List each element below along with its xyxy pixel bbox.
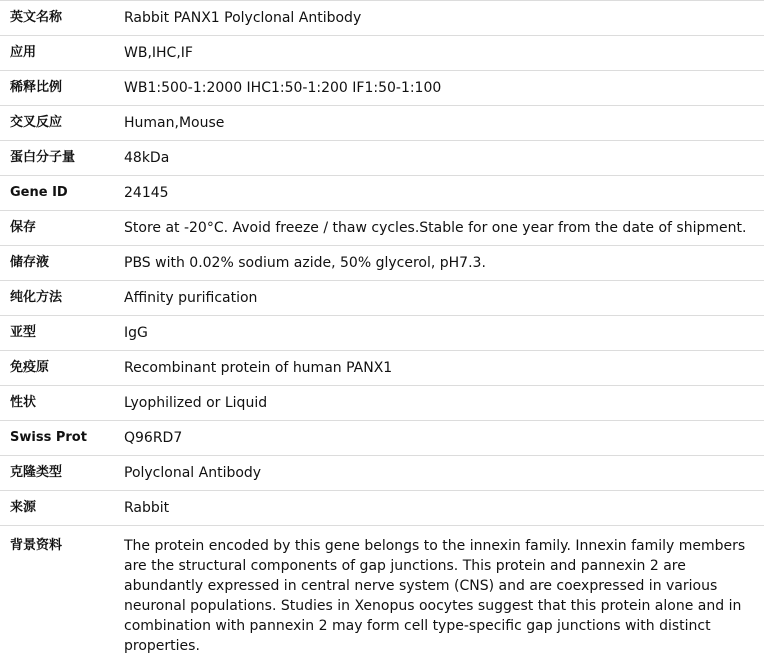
spec-row-cross-reactivity	[0, 106, 764, 141]
spec-value: Rabbit	[116, 491, 764, 526]
spec-value: Rabbit PANX1 Polyclonal Antibody	[116, 1, 764, 36]
spec-row-storage	[0, 211, 764, 246]
spec-label: 储存液	[0, 246, 116, 281]
spec-label: 英文名称	[0, 1, 116, 36]
spec-row-application	[0, 36, 764, 71]
spec-value: Store at -20°C. Avoid freeze / thaw cycles.Stable for one year from the date of shipment.	[116, 211, 764, 246]
spec-value: Recombinant protein of human PANX1	[116, 351, 764, 386]
spec-value: Human,Mouse	[116, 106, 764, 141]
spec-label: Swiss Prot	[0, 421, 116, 456]
spec-label: 交叉反应	[0, 106, 116, 141]
spec-label: 亚型	[0, 316, 116, 351]
spec-value: Affinity purification	[116, 281, 764, 316]
spec-value: WB1:500-1:2000 IHC1:50-1:200 IF1:50-1:100	[116, 71, 764, 106]
spec-value: Lyophilized or Liquid	[116, 386, 764, 421]
spec-label: 保存	[0, 211, 116, 246]
spec-label: 克隆类型	[0, 456, 116, 491]
spec-row-gene-id	[0, 176, 764, 211]
spec-row-english-name	[0, 1, 764, 36]
spec-label: 免疫原	[0, 351, 116, 386]
spec-label: Gene ID	[0, 176, 116, 211]
spec-row-host	[0, 491, 764, 526]
spec-row-isotype	[0, 316, 764, 351]
spec-value: PBS with 0.02% sodium azide, 50% glycerol, pH7.3.	[116, 246, 764, 281]
spec-value: WB,IHC,IF	[116, 36, 764, 71]
spec-row-dilution	[0, 71, 764, 106]
spec-row-immunogen	[0, 351, 764, 386]
spec-label: 蛋白分子量	[0, 141, 116, 176]
spec-row-form	[0, 386, 764, 421]
spec-value: Q96RD7	[116, 421, 764, 456]
spec-row-buffer	[0, 246, 764, 281]
spec-value: 48kDa	[116, 141, 764, 176]
spec-label: 纯化方法	[0, 281, 116, 316]
spec-label: 性状	[0, 386, 116, 421]
spec-value: IgG	[116, 316, 764, 351]
spec-label: 背景资料	[0, 526, 116, 656]
spec-row-background	[0, 526, 764, 656]
spec-value: Polyclonal Antibody	[116, 456, 764, 491]
spec-row-purification	[0, 281, 764, 316]
spec-row-swiss-prot	[0, 421, 764, 456]
spec-label: 稀释比例	[0, 71, 116, 106]
spec-label: 应用	[0, 36, 116, 71]
spec-value-background: The protein encoded by this gene belongs to the innexin family. Innexin family members are the structural components of gap junctions. This protein and pannexin 2 are abundantly expressed in central nerve system (CNS) and are coexpressed in various neuronal populations. Studies in Xenopus oocytes suggest that this protein alone and in combination with pannexin 2 may form cell type-specific gap junctions with distinct properties.	[116, 526, 764, 656]
spec-row-clonality	[0, 456, 764, 491]
spec-label: 来源	[0, 491, 116, 526]
spec-row-molecular-weight	[0, 141, 764, 176]
spec-value: 24145	[116, 176, 764, 211]
